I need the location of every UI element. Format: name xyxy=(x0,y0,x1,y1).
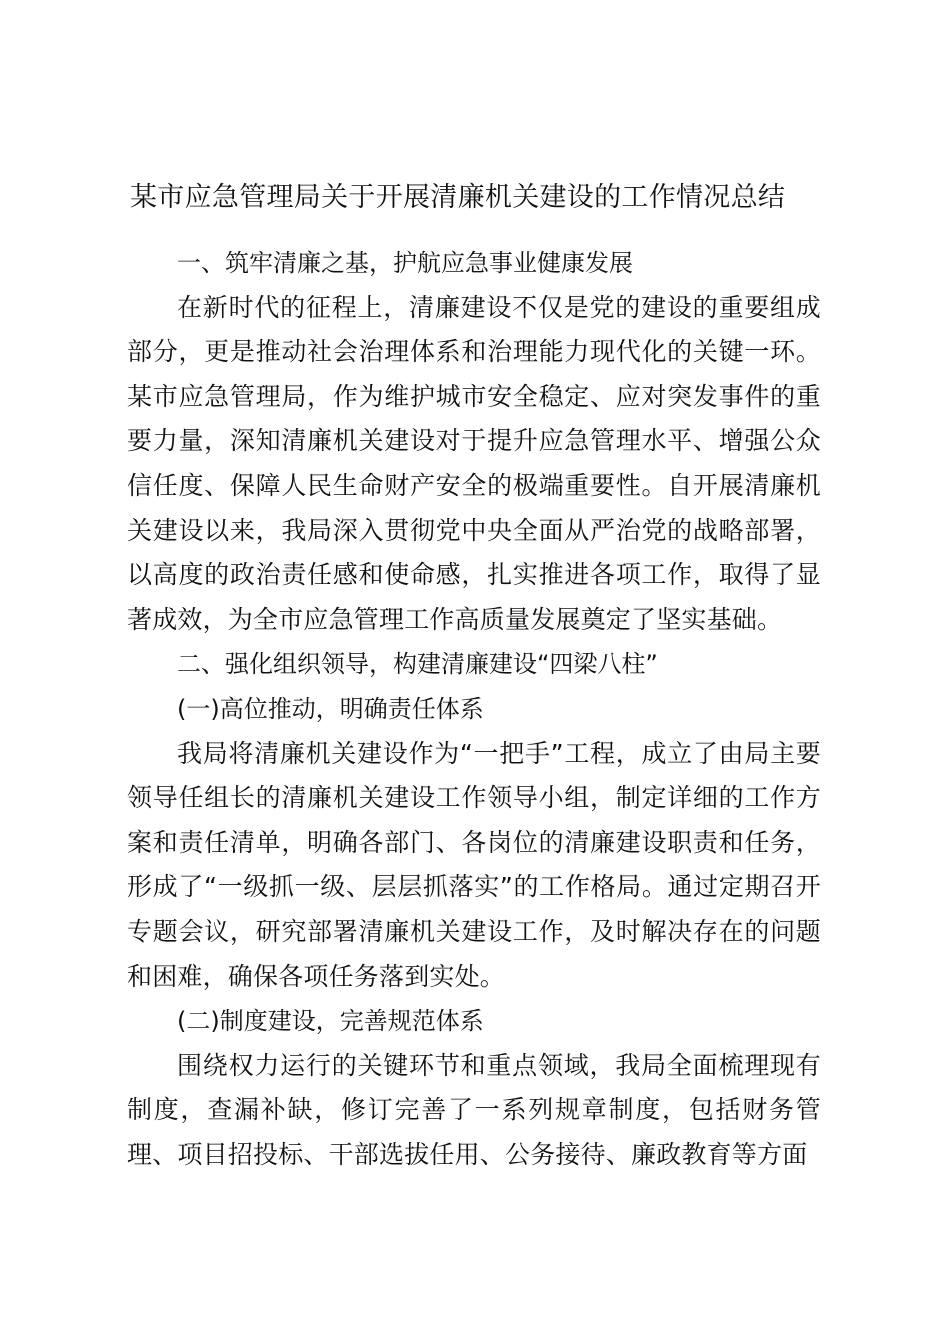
document-title: 某市应急管理局关于开展清廉机关建设的工作情况总结 xyxy=(130,182,786,213)
subsection-heading-1: (一)高位推动，明确责任体系 xyxy=(177,694,484,723)
subsection-paragraph-2: 围绕权力运行的关键环节和重点领域，我局全面梳理现有制度，查漏补缺，修订完善了一系列规章制度，包括财务管理、项目招投标、干部选拔任用、公务接待、廉政教育等方面 xyxy=(127,1050,821,1169)
subsection-heading-2: (二)制度建设，完善规范体系 xyxy=(177,1007,484,1036)
section-heading-1: 一、筑牢清廉之基，护航应急事业健康发展 xyxy=(177,249,633,277)
section-heading-2: 二、强化组织领导，构建清廉建设“四梁八柱” xyxy=(177,650,658,679)
document-body xyxy=(127,241,821,1177)
section-paragraph-1: 在新时代的征程上，清廉建设不仅是党的建设的重要组成部分，更是推动社会治理体系和治理能力现代化的关键一环。某市应急管理局，作为维护城市安全稳定、应对突发事件的重要力量，深知清廉机关建设对于提升应急管理水平、增强公众信任度、保障人民生命财产安全的极端重要性。自开展清廉机关建设以来，我局深入贯彻党中央全面从严治党的战略部署，以高度的政治责任感和使命感，扎实推进各项工作，取得了显著成效，为全市应急管理工作高质量发展奠定了坚实基础。 xyxy=(127,292,821,634)
subsection-paragraph-1: 我局将清廉机关建设作为“一把手”工程，成立了由局主要领导任组长的清廉机关建设工作领导小组，制定详细的工作方案和责任清单，明确各部门、各岗位的清廉建设职责和任务，形成了“一级抓一级、层层抓落实”的工作格局。通过定期召开专题会议，研究部署清廉机关建设工作，及时解决存在的问题和困难，确保各项任务落到实处。 xyxy=(127,738,821,991)
